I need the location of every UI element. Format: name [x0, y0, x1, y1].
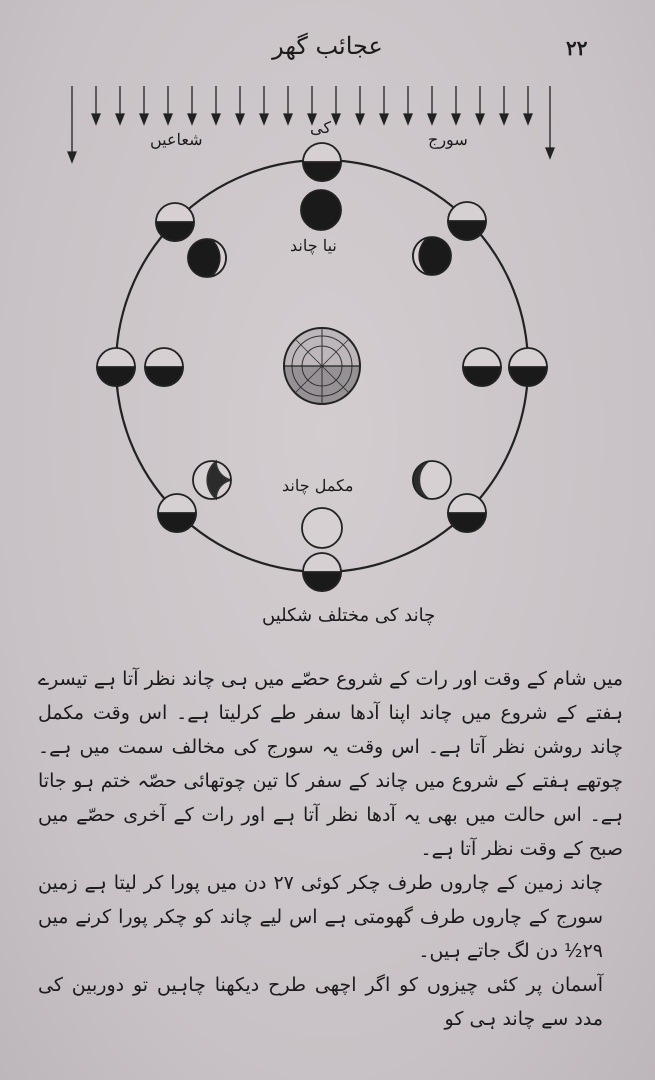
- orbit-moon-left: [97, 348, 135, 386]
- page-number: ۲۲: [566, 36, 588, 60]
- running-header-title: عجائب گھر: [272, 32, 383, 60]
- phase-waning-gibbous: [193, 461, 231, 499]
- label-rays: شعاعیں: [150, 130, 203, 149]
- orbit-moon-upper-left: [156, 203, 194, 241]
- body-text: [38, 662, 623, 1036]
- label-new-moon: نیا چاند: [290, 236, 337, 255]
- phase-first-quarter: [463, 348, 501, 386]
- paragraph-2: چاند زمین کے چاروں طرف چکر کوئی ۲۷ دن میں پورا کر لیتا ہے زمین سورج کے چاروں طرف گھومتی ہے اس لیے چاند کو چکر پورا کرنے میں ۲۹½ دن لگ جاتے ہیں۔: [38, 872, 603, 962]
- phase-new-moon: [301, 190, 341, 230]
- paragraph-3: آسمان پر کئی چیزوں کو اگر اچھی طرح دیکھنا چاہیں تو دوربین کی مدد سے چاند ہی کو: [38, 974, 603, 1030]
- label-sun: سورج: [428, 130, 468, 149]
- phase-waxing-gibbous: [413, 461, 451, 499]
- orbit-moon-top: [303, 143, 341, 181]
- orbit-moon-right: [509, 348, 547, 386]
- orbit-moon-lower-right: [448, 494, 486, 532]
- orbit-moon-lower-left: [158, 494, 196, 532]
- phase-last-quarter: [145, 348, 183, 386]
- diagram-caption: چاند کی مختلف شکلیں: [262, 605, 436, 626]
- phase-full-moon: [302, 508, 342, 548]
- orbit-moon-upper-right: [448, 202, 486, 240]
- phase-waxing-crescent: [413, 237, 451, 275]
- earth: [284, 328, 360, 404]
- moon-phases-diagram: [0, 70, 655, 630]
- label-full-moon: مکمل چاند: [282, 476, 354, 495]
- paragraph-1: میں شام کے وقت اور رات کے شروع حصّے میں ہی چاند نظر آتا ہے تیسرے ہفتے کے شروع میں چاند اپنا آدھا سفر طے کرلیتا ہے۔ اس وقت مکمل چاند روشن نظر آتا ہے۔ اس وقت یہ سورج کی مخالف سمت میں ہے۔ چوتھے ہفتے کے شروع میں چاند کے سفر کا تین چوتھائی حصّہ ختم ہو جاتا ہے۔ اس حالت میں بھی یہ آدھا نظر آتا ہے اور رات کے آخری حصّے میں صبح کے وقت نظر آتا ہے۔: [38, 668, 623, 860]
- label-of: کی: [310, 118, 331, 137]
- orbit-moon-bottom: [303, 553, 341, 591]
- phase-waning-crescent: [188, 239, 226, 277]
